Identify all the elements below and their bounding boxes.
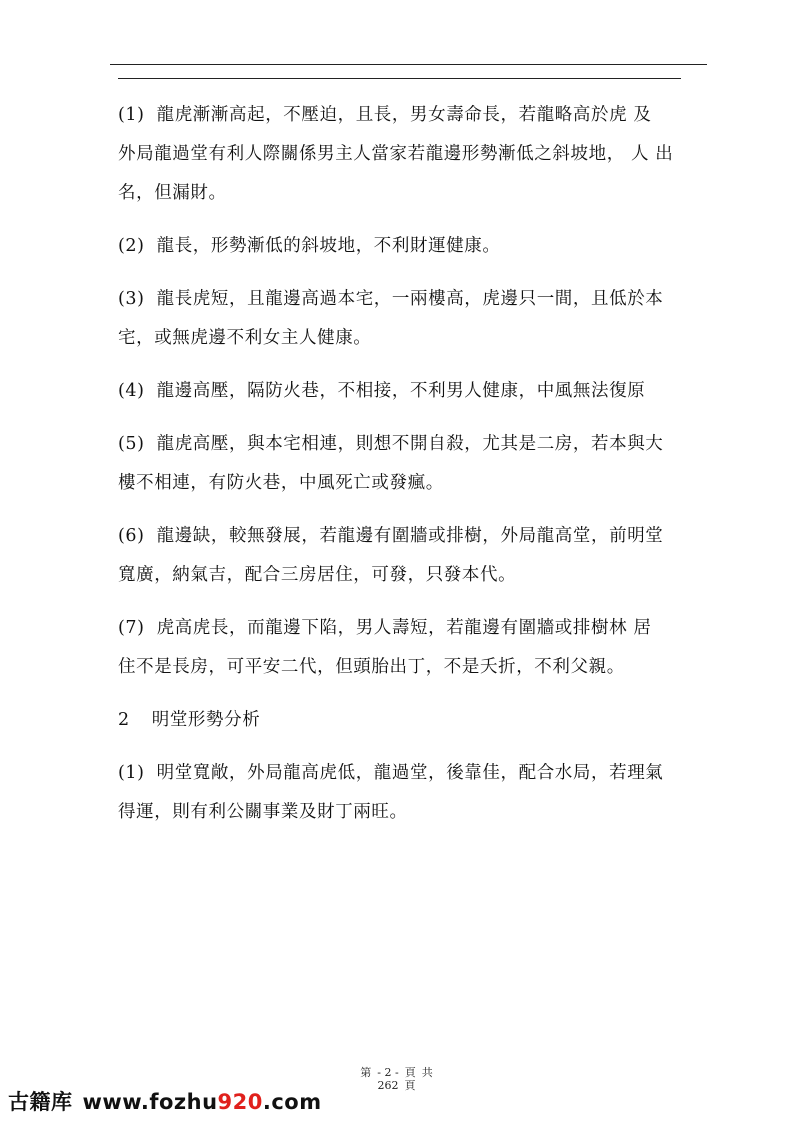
paragraph-list xyxy=(118,96,718,687)
header-rule-bottom xyxy=(118,78,681,79)
paragraph-text: 樓不相連，有防火巷，中風死亡或發瘋。 xyxy=(118,473,444,493)
page-content xyxy=(118,96,718,846)
paragraph-line xyxy=(118,464,718,503)
paragraph-text: 龍虎高壓，與本宅相連，則想不開自殺，尤其是二房，若本與大 xyxy=(156,434,664,454)
footer-total-prefix: 共 xyxy=(421,1066,433,1079)
paragraph-text: 龍虎漸漸高起，不壓迫，且長，男女壽命長，若龍略高於虎 及 xyxy=(156,105,652,125)
footer-prefix: 第 xyxy=(360,1066,372,1079)
paragraph-number: (1) xyxy=(118,105,145,125)
paragraph xyxy=(118,609,718,687)
paragraph-text: 住不是長房，可平安二代，但頭胎出丁，不是夭折，不利父親。 xyxy=(118,657,625,677)
paragraph-text: 明堂寬敞，外局龍高虎低，龍過堂，後靠佳，配合水局，若理氣 xyxy=(156,763,664,783)
paragraph-line xyxy=(118,280,718,319)
paragraph xyxy=(118,372,718,411)
footer-page-number: - 2 - xyxy=(377,1066,399,1079)
footer-total-label: 頁 xyxy=(404,1079,416,1092)
paragraph xyxy=(118,517,718,595)
paragraph-text: 得運，則有利公關事業及財丁兩旺。 xyxy=(118,802,408,822)
paragraph-line xyxy=(118,556,718,595)
footer-page-label: 頁 xyxy=(404,1066,416,1079)
watermark-brand: 古籍库 xyxy=(8,1090,73,1114)
paragraph-line xyxy=(118,754,718,793)
watermark-url-post: .com xyxy=(262,1090,322,1114)
paragraph-text: 龍長虎短，且龍邊高過本宅，一兩樓高，虎邊只一間，且低於本 xyxy=(156,289,664,309)
paragraph xyxy=(118,754,718,832)
paragraph xyxy=(118,425,718,503)
paragraph-number: (1) xyxy=(118,763,145,783)
paragraph-line xyxy=(118,96,718,135)
section-paragraph-list xyxy=(118,754,718,832)
paragraph-line xyxy=(118,319,718,358)
paragraph-text: 宅，或無虎邊不利女主人健康。 xyxy=(118,328,372,348)
paragraph-number: (3) xyxy=(118,289,145,309)
paragraph xyxy=(118,96,718,213)
paragraph-text: 龍邊高壓，隔防火巷，不相接，不利男人健康，中風無法復原 xyxy=(156,381,646,401)
paragraph-line xyxy=(118,425,718,464)
footer-page-line xyxy=(0,1066,793,1079)
paragraph-text: 龍長，形勢漸低的斜坡地，不利財運健康。 xyxy=(156,236,501,256)
paragraph-text: 外局龍過堂有利人際關係男主人當家若龍邊形勢漸低之斜坡地， 人 出 xyxy=(118,144,674,164)
footer-total: 262 xyxy=(377,1079,399,1092)
paragraph-number: (6) xyxy=(118,526,145,546)
paragraph-text: 虎高虎長，而龍邊下陷，男人壽短，若龍邊有圍牆或排樹林 居 xyxy=(156,618,652,638)
watermark-url-pre: www.fozhu xyxy=(82,1090,218,1114)
paragraph-number: (7) xyxy=(118,618,145,638)
paragraph-number: (5) xyxy=(118,434,145,454)
paragraph-text: 寬廣，納氣吉，配合三房居住，可發，只發本代。 xyxy=(118,565,517,585)
section-title: 明堂形勢分析 xyxy=(151,710,261,730)
paragraph xyxy=(118,227,718,266)
paragraph xyxy=(118,280,718,358)
paragraph-line xyxy=(118,793,718,832)
paragraph-number: (4) xyxy=(118,381,145,401)
watermark xyxy=(8,1086,322,1116)
paragraph-text: 龍邊缺，較無發展，若龍邊有圍牆或排樹，外局龍高堂，前明堂 xyxy=(156,526,664,546)
paragraph-text: 名，但漏財。 xyxy=(118,183,227,203)
section-heading xyxy=(118,701,718,740)
paragraph-line xyxy=(118,609,718,648)
paragraph-line xyxy=(118,648,718,687)
paragraph-line xyxy=(118,372,718,411)
paragraph-line xyxy=(118,174,718,213)
paragraph-line xyxy=(118,227,718,266)
paragraph-number: (2) xyxy=(118,236,145,256)
paragraph-line xyxy=(118,135,718,174)
section-number: 2 xyxy=(118,710,130,730)
header-rule-top xyxy=(110,64,707,65)
paragraph-line xyxy=(118,517,718,556)
watermark-url-number: 920 xyxy=(217,1090,263,1114)
